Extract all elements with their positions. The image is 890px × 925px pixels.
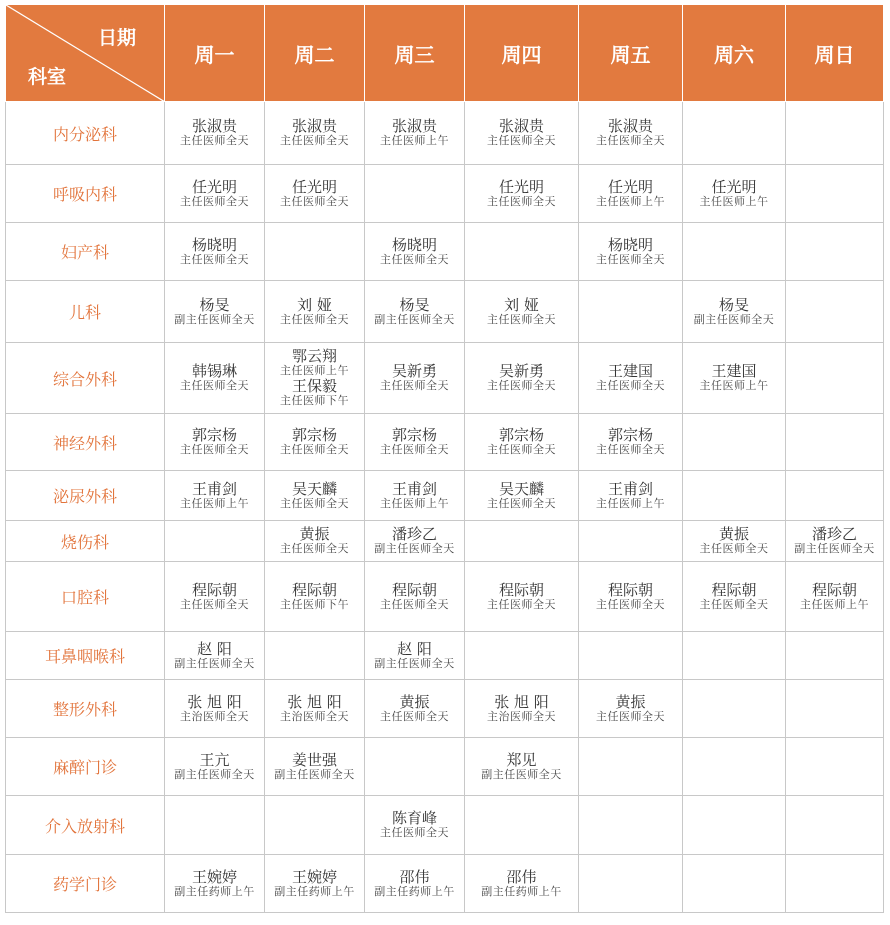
doctor-title-shift: 主任医师全天 [180,134,249,148]
table-row [6,343,884,414]
doctor-title-shift: 副主任药师上午 [274,884,355,898]
doctor-title-shift: 主任医师全天 [596,597,665,611]
doctor-title-shift: 主任医师上午 [380,134,449,148]
schedule-cell [365,414,465,471]
schedule-cell [683,343,786,414]
schedule-cell [786,281,884,343]
doctor-title-shift: 主任医师全天 [280,312,349,326]
schedule-cell [165,102,265,165]
doctor-name: 吴新勇 [498,362,544,381]
doctor-name: 王建国 [607,362,653,381]
schedule-cell [786,471,884,521]
schedule-cell [786,343,884,414]
doctor-name: 刘 娅 [504,295,539,314]
table-row [6,223,884,281]
schedule-cell [579,102,683,165]
day-header: 周日 [786,5,884,102]
doctor-title-shift: 主任医师全天 [280,134,349,148]
schedule-cell [786,632,884,680]
doctor-name: 程际朝 [811,580,857,599]
doctor-name: 赵 阳 [397,639,432,658]
schedule-cell [465,632,579,680]
doctor-title-shift: 副主任药师上午 [174,884,255,898]
schedule-cell [786,855,884,913]
schedule-cell [786,562,884,632]
schedule-cell [683,165,786,223]
doctor-title-shift: 主任医师全天 [380,379,449,393]
doctor-title-shift: 主任医师全天 [596,252,665,266]
schedule-cell [465,223,579,281]
table-row [6,796,884,855]
doctor-title-shift: 主任医师全天 [699,542,769,556]
schedule-cell [683,680,786,738]
doctor-title-shift: 主任医师全天 [487,597,556,611]
schedule-cell [265,102,365,165]
doctor-title-shift: 主任医师全天 [380,597,449,611]
table-row [6,680,884,738]
schedule-cell [465,102,579,165]
doctor-title-shift: 主任医师全天 [380,709,449,723]
schedule-cell [465,414,579,471]
department-label: 烧伤科 [6,521,165,562]
schedule-cell [579,281,683,343]
doctor-name: 黄振 [399,692,430,711]
doctor-title-shift: 主任医师上午 [596,194,665,208]
doctor-title-shift: 主任医师全天 [380,826,449,840]
doctor-title-shift: 主任医师全天 [487,379,556,393]
doctor-name: 邵伟 [399,867,430,886]
doctor-name: 张淑贵 [607,117,653,136]
doctor-name: 郑见 [506,750,537,769]
schedule-cell [786,165,884,223]
schedule-cell [579,855,683,913]
schedule-cell [365,102,465,165]
doctor-name: 王保毅 [291,377,337,395]
doctor-title-shift: 主任医师下午 [280,394,349,408]
department-label: 泌尿外科 [6,471,165,521]
schedule-cell [579,521,683,562]
doctor-title-shift: 副主任药师上午 [374,884,455,898]
schedule-cell [265,281,365,343]
doctor-title-shift: 主任医师全天 [699,597,769,611]
doctor-title-shift: 主任医师全天 [380,252,449,266]
doctor-name: 程际朝 [391,580,437,599]
schedule-cell [365,796,465,855]
schedule-cell [165,738,265,796]
schedule-cell [165,281,265,343]
doctor-title-shift: 主治医师全天 [180,709,249,723]
doctor-title-shift: 主任医师全天 [596,709,665,723]
day-header: 周一 [165,5,265,102]
doctor-name: 程际朝 [191,580,237,599]
doctor-name: 吴新勇 [391,362,437,381]
doctor-name: 黄振 [299,525,330,544]
schedule-cell [265,738,365,796]
schedule-cell [465,855,579,913]
doctor-title-shift: 主任医师全天 [280,443,349,457]
schedule-cell [365,738,465,796]
schedule-cell [365,281,465,343]
doctor-title-shift: 主任医师全天 [487,312,556,326]
schedule-cell [683,521,786,562]
doctor-title-shift: 主任医师上午 [699,194,769,208]
schedule-cell [683,414,786,471]
schedule-cell [265,343,365,414]
day-header: 周二 [265,5,365,102]
doctor-title-shift: 副主任药师上午 [481,884,562,898]
schedule-cell [786,414,884,471]
doctor-name: 张淑贵 [498,117,544,136]
schedule-cell [465,562,579,632]
department-label: 麻醉门诊 [6,738,165,796]
schedule-cell [165,223,265,281]
schedule-cell [365,223,465,281]
schedule-cell [265,562,365,632]
schedule-cell [683,796,786,855]
doctor-title-shift: 主任医师全天 [180,443,249,457]
doctor-title-shift: 主治医师全天 [280,709,349,723]
schedule-table [5,4,884,913]
schedule-cell [165,414,265,471]
schedule-cell [579,471,683,521]
doctor-name: 任光明 [711,177,757,196]
schedule-cell [465,680,579,738]
table-row [6,632,884,680]
schedule-cell [265,521,365,562]
doctor-title-shift: 主任医师全天 [596,443,665,457]
schedule-cell [365,165,465,223]
doctor-title-shift: 主任医师下午 [280,597,349,611]
doctor-title-shift: 主任医师上午 [596,496,665,510]
doctor-title-shift: 主任医师全天 [280,496,349,510]
doctor-name: 杨晓明 [191,235,237,254]
schedule-cell [465,343,579,414]
department-label: 呼吸内科 [6,165,165,223]
doctor-name: 任光明 [607,177,653,196]
schedule-cell [683,738,786,796]
doctor-name: 杨旻 [718,295,749,314]
doctor-name: 王亢 [199,750,230,769]
doctor-title-shift: 主任医师上午 [180,496,249,510]
day-header: 周三 [365,5,465,102]
doctor-name: 刘 娅 [297,295,332,314]
doctor-name: 黄振 [615,692,646,711]
schedule-cell [786,738,884,796]
table-row [6,165,884,223]
schedule-cell [265,680,365,738]
doctor-name: 郭宗杨 [498,426,544,445]
schedule-cell [465,471,579,521]
schedule-cell [786,521,884,562]
doctor-title-shift: 主任医师全天 [487,134,556,148]
table-row [6,562,884,632]
doctor-name: 姜世强 [291,750,337,769]
doctor-title-shift: 副主任医师全天 [374,542,455,556]
doctor-name: 韩锡琳 [191,362,237,381]
department-label: 耳鼻咽喉科 [6,632,165,680]
schedule-cell [683,855,786,913]
doctor-title-shift: 主任医师上午 [380,496,449,510]
doctor-name: 王甫剑 [607,479,653,498]
doctor-name: 黄振 [718,525,749,544]
doctor-name: 张 旭 阳 [287,692,342,711]
doctor-title-shift: 副主任医师全天 [174,312,255,326]
schedule-cell [165,796,265,855]
doctor-title-shift: 主任医师全天 [180,252,249,266]
doctor-title-shift: 副主任医师全天 [374,312,455,326]
schedule-cell [683,562,786,632]
schedule-cell [579,796,683,855]
schedule-cell [683,632,786,680]
doctor-name: 程际朝 [607,580,653,599]
doctor-title-shift: 主任医师全天 [487,496,556,510]
doctor-name: 潘珍乙 [811,525,857,544]
doctor-title-shift: 主任医师全天 [487,443,556,457]
doctor-name: 王甫剑 [391,479,437,498]
corner-header [6,5,165,102]
schedule-cell [579,738,683,796]
schedule-cell [579,223,683,281]
schedule-cell [165,343,265,414]
doctor-name: 杨旻 [199,295,230,314]
schedule-cell [265,223,365,281]
schedule-cell [265,855,365,913]
table-row [6,281,884,343]
doctor-name: 吴天麟 [498,479,544,498]
department-label: 内分泌科 [6,102,165,165]
doctor-title-shift: 主任医师全天 [487,194,556,208]
table-row [6,102,884,165]
department-label: 儿科 [6,281,165,343]
doctor-name: 张淑贵 [391,117,437,136]
corner-dept-label: 科室 [28,66,67,88]
department-label: 口腔科 [6,562,165,632]
schedule-cell [786,680,884,738]
doctor-name: 杨晓明 [607,235,653,254]
schedule-cell [579,165,683,223]
header-row [6,5,884,102]
doctor-name: 陈育峰 [391,809,437,828]
schedule-cell [786,223,884,281]
doctor-title-shift: 副主任医师全天 [794,542,875,556]
department-label: 妇产科 [6,223,165,281]
doctor-name: 任光明 [191,177,237,196]
table-row [6,855,884,913]
schedule-cell [265,632,365,680]
schedule-cell [165,680,265,738]
doctor-name: 郭宗杨 [607,426,653,445]
doctor-name: 王婉婷 [191,867,237,886]
schedule-cell [683,223,786,281]
department-label: 整形外科 [6,680,165,738]
schedule-cell [265,165,365,223]
schedule-cell [365,343,465,414]
schedule-cell [786,796,884,855]
doctor-title-shift: 副主任医师全天 [174,656,255,670]
schedule-cell [365,855,465,913]
corner-date-label: 日期 [97,27,136,49]
schedule-cell [265,471,365,521]
doctor-name: 王婉婷 [291,867,337,886]
department-label: 神经外科 [6,414,165,471]
doctor-name: 鄂云翔 [291,347,337,366]
doctor-name: 吴天麟 [291,479,337,498]
department-label: 综合外科 [6,343,165,414]
schedule-cell [683,102,786,165]
doctor-title-shift: 副主任医师全天 [374,656,455,670]
day-header: 周六 [683,5,786,102]
doctor-title-shift: 副主任医师全天 [274,767,355,781]
doctor-title-shift: 主任医师全天 [380,443,449,457]
doctor-name: 张淑贵 [291,117,337,136]
schedule-cell [165,165,265,223]
doctor-name: 赵 阳 [197,639,232,658]
schedule-cell [365,521,465,562]
schedule-body [6,102,884,913]
doctor-title-shift: 主任医师全天 [180,597,249,611]
schedule-cell [579,343,683,414]
schedule-cell [579,414,683,471]
doctor-name: 程际朝 [291,580,337,599]
schedule-cell [465,796,579,855]
department-label: 介入放射科 [6,796,165,855]
doctor-title-shift: 主任医师上午 [800,597,869,611]
doctor-name: 郭宗杨 [291,426,337,445]
table-row [6,738,884,796]
day-header: 周五 [579,5,683,102]
doctor-title-shift: 主治医师全天 [487,709,556,723]
schedule-cell [365,632,465,680]
doctor-name: 杨晓明 [391,235,437,254]
schedule-cell [265,796,365,855]
doctor-title-shift: 副主任医师全天 [481,767,562,781]
schedule-cell [365,680,465,738]
schedule-cell [265,414,365,471]
schedule-cell [786,102,884,165]
schedule-cell [165,855,265,913]
schedule-cell [683,281,786,343]
doctor-name: 潘珍乙 [391,525,437,544]
doctor-title-shift: 主任医师上午 [280,364,349,378]
schedule-cell [465,521,579,562]
schedule-cell [365,471,465,521]
table-row [6,471,884,521]
doctor-name: 张 旭 阳 [494,692,549,711]
doctor-title-shift: 主任医师全天 [280,542,349,556]
doctor-title-shift: 副主任医师全天 [693,312,775,326]
schedule-cell [579,632,683,680]
doctor-name: 张 旭 阳 [187,692,242,711]
doctor-name: 郭宗杨 [191,426,237,445]
doctor-name: 王建国 [711,362,757,381]
doctor-name: 程际朝 [711,580,757,599]
doctor-name: 程际朝 [498,580,544,599]
doctor-name: 任光明 [498,177,544,196]
schedule-cell [165,471,265,521]
table-row [6,414,884,471]
schedule-cell [579,562,683,632]
doctor-title-shift: 副主任医师全天 [174,767,255,781]
doctor-name: 任光明 [291,177,337,196]
doctor-title-shift: 主任医师上午 [699,379,769,393]
schedule-cell [465,738,579,796]
doctor-title-shift: 主任医师全天 [596,134,665,148]
department-label: 药学门诊 [6,855,165,913]
doctor-name: 张淑贵 [191,117,237,136]
doctor-title-shift: 主任医师全天 [280,194,349,208]
schedule-cell [165,562,265,632]
doctor-name: 郭宗杨 [391,426,437,445]
schedule-cell [579,680,683,738]
schedule-cell [465,165,579,223]
schedule-cell [165,632,265,680]
day-header: 周四 [465,5,579,102]
doctor-title-shift: 主任医师全天 [180,379,249,393]
schedule-cell [165,521,265,562]
doctor-name: 王甫剑 [191,479,237,498]
doctor-name: 杨旻 [399,295,430,314]
schedule-cell [465,281,579,343]
doctor-title-shift: 主任医师全天 [180,194,249,208]
doctor-title-shift: 主任医师全天 [596,379,665,393]
schedule-cell [365,562,465,632]
schedule-cell [683,471,786,521]
table-row [6,521,884,562]
doctor-name: 邵伟 [506,867,537,886]
